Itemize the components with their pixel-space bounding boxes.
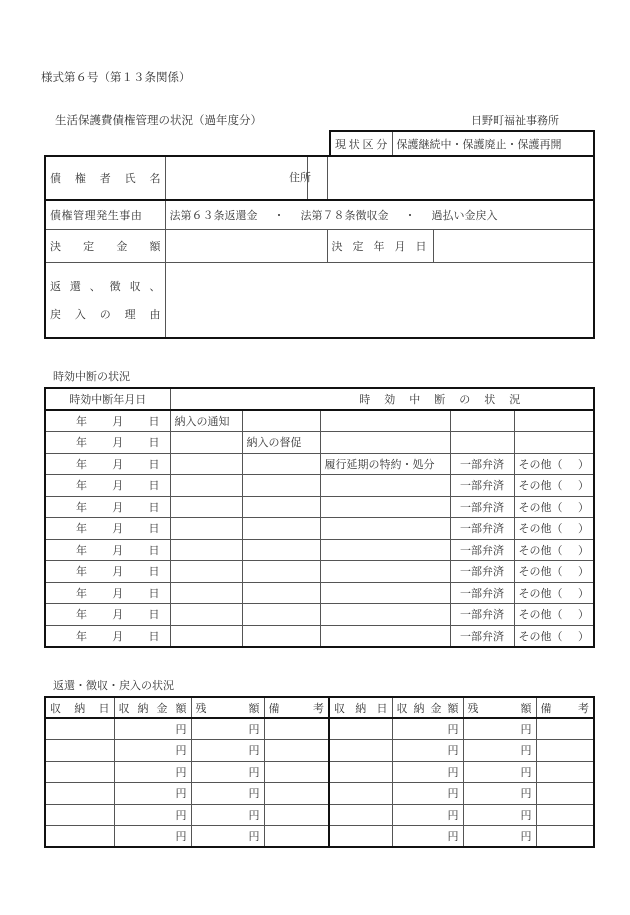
deferral-cell[interactable] (320, 518, 450, 540)
reason-label-line1-char: 、 (149, 279, 161, 293)
balance-cell[interactable] (191, 740, 264, 762)
header-payment-date-char: 日 (376, 701, 388, 715)
interruption-row (45, 625, 594, 647)
payment-date-cell[interactable] (45, 826, 114, 848)
yen-unit: 円 (175, 830, 187, 843)
debtor-name-label-char: 者 (99, 172, 111, 185)
other-label: その他（ (518, 500, 563, 514)
month-label: 月 (112, 457, 124, 471)
other-label: その他（ (518, 565, 563, 579)
yen-unit: 円 (520, 744, 532, 758)
balance-cell[interactable] (191, 826, 264, 848)
interruption-row (45, 582, 594, 604)
notice-cell[interactable] (170, 625, 242, 647)
interruption-date-cell[interactable] (45, 518, 170, 540)
payment-date-cell[interactable] (329, 826, 392, 848)
notice-cell[interactable] (170, 582, 242, 604)
other-cell[interactable] (514, 453, 594, 475)
yen-unit: 円 (447, 808, 459, 822)
reason-field[interactable] (165, 262, 594, 338)
other-cell[interactable] (514, 475, 594, 497)
payment-date-cell[interactable] (45, 761, 114, 783)
year-label: 年 (76, 629, 87, 643)
header-remarks (264, 697, 329, 718)
reason-label-line2-char: の (99, 307, 111, 321)
header-interruption-date: 時効中断年月日 (45, 388, 170, 410)
interruption-row (45, 475, 594, 497)
payment-date-cell[interactable] (45, 740, 114, 762)
header-payment-amount (114, 697, 191, 718)
header-payment-date (329, 697, 392, 718)
reason-label-line2-char: 理 (124, 307, 136, 321)
deferral-cell[interactable] (320, 561, 450, 583)
yen-unit: 円 (447, 830, 459, 843)
yen-unit: 円 (447, 765, 459, 779)
header-status-char: の (459, 393, 471, 406)
balance-cell[interactable] (463, 761, 536, 783)
partial-payment-cell[interactable]: 一部弁済 (450, 496, 514, 518)
interruption-row (45, 432, 594, 454)
office-name: 日野町福祉事務所 (471, 114, 559, 127)
year-label: 年 (76, 522, 87, 536)
interruption-date-cell[interactable] (45, 410, 170, 432)
day-label: 日 (148, 457, 160, 471)
decision-date-label (327, 229, 433, 262)
interruption-row (45, 453, 594, 475)
other-cell[interactable] (514, 604, 594, 626)
interruption-date-cell[interactable] (45, 432, 170, 454)
yen-unit: 円 (248, 830, 260, 843)
repayment-row (45, 783, 594, 805)
partial-payment-cell[interactable]: 一部弁済 (450, 625, 514, 647)
remarks-cell[interactable] (536, 718, 594, 740)
header-remarks-char: 備 (540, 701, 552, 715)
notice-cell[interactable] (170, 539, 242, 561)
reason-label-line2-char: 戻 (50, 307, 61, 321)
decision-date-label-char: 決 (331, 239, 343, 253)
demand-cell[interactable] (242, 410, 320, 432)
address-label: 住所 (289, 171, 311, 184)
reason-label-line1-char: 収 (129, 279, 141, 293)
payment-amount-cell[interactable] (392, 804, 463, 826)
month-label: 月 (112, 608, 124, 622)
yen-unit: 円 (175, 808, 187, 822)
other-close-paren: ） (578, 522, 589, 536)
cause-options[interactable] (165, 200, 594, 229)
decision-date-field[interactable] (433, 229, 594, 262)
month-label: 月 (112, 500, 124, 514)
month-label: 月 (112, 415, 124, 428)
debtor-name-label-char: 権 (74, 172, 86, 185)
year-label: 年 (76, 565, 87, 579)
payment-date-cell[interactable] (329, 718, 392, 740)
header-remarks-char: 備 (268, 701, 280, 715)
debt-info-table (44, 155, 595, 339)
payment-date-cell[interactable] (329, 804, 392, 826)
yen-unit: 円 (447, 744, 459, 758)
header-balance-char: 残 (195, 701, 207, 715)
month-label: 月 (112, 436, 124, 450)
cause-label: 債権管理発生事由 (45, 200, 165, 229)
other-cell[interactable] (514, 518, 594, 540)
repayment-section-title: 返還・徴収・戻入の状況 (53, 679, 174, 692)
remarks-cell[interactable] (536, 783, 594, 805)
yen-unit: 円 (175, 787, 187, 801)
year-label: 年 (76, 479, 87, 493)
month-label: 月 (112, 543, 124, 557)
day-label: 日 (148, 629, 160, 643)
payment-amount-cell[interactable] (392, 718, 463, 740)
month-label: 月 (112, 586, 124, 600)
debtor-name-label-char: 債 (50, 172, 61, 185)
header-payment-amount (392, 697, 463, 718)
notice-cell[interactable] (170, 518, 242, 540)
interruption-date-cell[interactable] (45, 453, 170, 475)
header-balance-char: 額 (520, 701, 532, 715)
header-payment-date-char: 納 (355, 701, 367, 715)
other-close-paren: ） (578, 479, 589, 493)
interruption-row (45, 539, 594, 561)
amount-label-char: 定 (83, 239, 95, 253)
year-label: 年 (76, 457, 87, 471)
remarks-cell[interactable] (536, 826, 594, 848)
year-label: 年 (76, 415, 87, 428)
header-payment-date (45, 697, 114, 718)
other-label: その他（ (518, 586, 563, 600)
remarks-cell[interactable] (264, 740, 329, 762)
notice-cell[interactable] (170, 453, 242, 475)
partial-payment-cell[interactable]: 一部弁済 (450, 453, 514, 475)
repayment-row (45, 826, 594, 848)
month-label: 月 (112, 565, 124, 579)
yen-unit: 円 (175, 723, 187, 736)
demand-cell[interactable] (242, 453, 320, 475)
header-interruption-status (170, 388, 594, 410)
cause-option[interactable]: 過払い金戻入 (431, 208, 498, 222)
other-label: その他（ (518, 457, 563, 471)
other-close-paren: ） (578, 500, 589, 514)
deferral-cell[interactable] (320, 539, 450, 561)
reason-label (45, 262, 165, 338)
balance-cell[interactable] (191, 804, 264, 826)
other-cell[interactable] (514, 410, 594, 432)
balance-cell[interactable] (463, 740, 536, 762)
debtor-name-field[interactable] (165, 156, 307, 200)
partial-payment-cell[interactable]: 一部弁済 (450, 518, 514, 540)
status-label: 現状区分 (330, 131, 392, 156)
cause-option[interactable]: 法第７８条徴収金 (300, 208, 389, 222)
yen-unit: 円 (248, 744, 260, 758)
other-label: その他（ (518, 608, 563, 622)
yen-unit: 円 (520, 830, 532, 843)
partial-payment-cell[interactable] (450, 432, 514, 454)
header-balance-char: 額 (248, 701, 260, 715)
decision-date-label-char: 定 (352, 239, 364, 253)
deferral-cell[interactable] (320, 582, 450, 604)
yen-unit: 円 (520, 765, 532, 779)
interruption-date-cell[interactable] (45, 582, 170, 604)
day-label: 日 (148, 543, 160, 557)
yen-unit: 円 (248, 723, 260, 736)
year-label: 年 (76, 500, 87, 514)
amount-label-char: 額 (149, 239, 161, 253)
partial-payment-cell[interactable]: 一部弁済 (450, 582, 514, 604)
address-field[interactable] (327, 156, 594, 200)
interruption-date-cell[interactable] (45, 475, 170, 497)
repayment-row (45, 804, 594, 826)
reason-label-line1-char: 、 (89, 279, 101, 293)
yen-unit: 円 (175, 765, 187, 779)
remarks-cell[interactable] (264, 761, 329, 783)
other-cell[interactable] (514, 496, 594, 518)
demand-cell[interactable] (242, 539, 320, 561)
day-label: 日 (148, 565, 160, 579)
month-label: 月 (112, 479, 124, 493)
remarks-cell[interactable] (536, 761, 594, 783)
amount-label-char: 決 (50, 239, 61, 253)
other-close-paren: ） (578, 608, 589, 622)
balance-cell[interactable] (463, 826, 536, 848)
payment-date-cell[interactable] (329, 740, 392, 762)
other-close-paren: ） (578, 565, 589, 579)
year-label: 年 (76, 436, 87, 450)
yen-unit: 円 (248, 808, 260, 822)
interruption-table (44, 387, 595, 648)
reason-label-line1-char: 返 (50, 279, 61, 293)
interruption-row (45, 410, 594, 432)
payment-amount-cell[interactable] (114, 783, 191, 805)
year-label: 年 (76, 608, 87, 622)
day-label: 日 (148, 415, 160, 428)
balance-cell[interactable] (463, 718, 536, 740)
demand-cell[interactable] (242, 582, 320, 604)
other-cell[interactable] (514, 432, 594, 454)
yen-unit: 円 (248, 787, 260, 801)
cause-separator: ・ (273, 208, 285, 222)
decision-date-label-char: 日 (415, 239, 427, 253)
status-table (329, 130, 595, 157)
payment-date-cell[interactable] (45, 783, 114, 805)
payment-date-cell[interactable] (329, 783, 392, 805)
partial-payment-cell[interactable]: 一部弁済 (450, 561, 514, 583)
other-cell[interactable] (514, 582, 594, 604)
payment-date-cell[interactable] (45, 718, 114, 740)
other-cell[interactable] (514, 539, 594, 561)
balance-cell[interactable] (191, 783, 264, 805)
yen-unit: 円 (248, 765, 260, 779)
amount-field[interactable] (165, 229, 327, 262)
yen-unit: 円 (447, 787, 459, 801)
form-number: 様式第６号（第１３条関係） (41, 70, 191, 84)
remarks-cell[interactable] (264, 718, 329, 740)
deferral-cell[interactable] (320, 432, 450, 454)
remarks-cell[interactable] (536, 804, 594, 826)
day-label: 日 (148, 586, 160, 600)
notice-cell[interactable]: 納入の通知 (170, 410, 242, 432)
cause-option[interactable]: 法第６３条返還金 (169, 208, 258, 222)
balance-cell[interactable] (191, 761, 264, 783)
reason-label-line2-char: 由 (149, 307, 161, 321)
remarks-cell[interactable] (536, 740, 594, 762)
demand-cell[interactable]: 納入の督促 (242, 432, 320, 454)
payment-amount-cell[interactable] (114, 804, 191, 826)
interruption-row (45, 561, 594, 583)
day-label: 日 (148, 608, 160, 622)
deferral-cell[interactable] (320, 410, 450, 432)
deferral-cell[interactable] (320, 604, 450, 626)
yen-unit: 円 (520, 787, 532, 801)
deferral-cell[interactable] (320, 496, 450, 518)
header-status-char: 況 (509, 393, 521, 406)
header-payment-date-char: 納 (74, 701, 86, 715)
amount-label (45, 229, 165, 262)
header-payment-amount-char: 額 (175, 701, 187, 715)
day-label: 日 (148, 522, 160, 536)
header-payment-date-char: 収 (50, 701, 61, 715)
demand-cell[interactable] (242, 625, 320, 647)
partial-payment-cell[interactable]: 一部弁済 (450, 475, 514, 497)
header-payment-date-char: 収 (334, 701, 345, 715)
header-payment-amount-char: 納 (137, 701, 149, 715)
header-status-char: 効 (384, 393, 396, 406)
reason-label-line1-char: 還 (69, 279, 81, 293)
header-status-char: 状 (484, 393, 496, 406)
notice-cell[interactable] (170, 496, 242, 518)
balance-cell[interactable] (463, 804, 536, 826)
deferral-cell[interactable] (320, 625, 450, 647)
day-label: 日 (148, 436, 160, 450)
repayment-row (45, 761, 594, 783)
payment-amount-cell[interactable] (392, 826, 463, 848)
header-payment-amount-char: 収 (396, 701, 408, 715)
other-close-paren: ） (578, 586, 589, 600)
repayment-row (45, 718, 594, 740)
reason-label-line2-char: 入 (74, 307, 86, 321)
decision-date-label-char: 年 (373, 239, 385, 253)
payment-amount-cell[interactable] (114, 718, 191, 740)
header-payment-amount-char: 金 (156, 701, 168, 715)
header-balance-char: 残 (467, 701, 479, 715)
other-label: その他（ (518, 479, 563, 493)
year-label: 年 (76, 586, 87, 600)
partial-payment-cell[interactable]: 一部弁済 (450, 604, 514, 626)
decision-date-label-char: 月 (394, 239, 406, 253)
interruption-row (45, 518, 594, 540)
header-balance (191, 697, 264, 718)
interruption-row (45, 496, 594, 518)
document-title: 生活保護費債権管理の状況（過年度分） (55, 113, 262, 127)
other-close-paren: ） (578, 629, 589, 643)
repayment-table (44, 696, 595, 848)
status-options[interactable]: 保護継続中・保護廃止・保護再開 (392, 131, 594, 156)
debtor-name-label (45, 156, 165, 200)
demand-cell[interactable] (242, 496, 320, 518)
header-status-char: 時 (359, 393, 371, 406)
other-close-paren: ） (578, 457, 589, 471)
balance-cell[interactable] (463, 783, 536, 805)
header-payment-amount-char: 額 (447, 701, 459, 715)
debtor-name-label-char: 名 (149, 172, 161, 185)
payment-amount-cell[interactable] (114, 740, 191, 762)
payment-amount-cell[interactable] (114, 826, 191, 848)
demand-cell[interactable] (242, 518, 320, 540)
header-payment-date-char: 日 (98, 701, 110, 715)
yen-unit: 円 (175, 744, 187, 758)
remarks-cell[interactable] (264, 783, 329, 805)
balance-cell[interactable] (191, 718, 264, 740)
header-status-char: 中 (409, 393, 421, 406)
other-close-paren: ） (578, 543, 589, 557)
reason-label-line1-char: 徴 (109, 279, 121, 293)
payment-date-cell[interactable] (329, 761, 392, 783)
repayment-row (45, 740, 594, 762)
month-label: 月 (112, 522, 124, 536)
other-label: その他（ (518, 629, 563, 643)
header-remarks (536, 697, 594, 718)
partial-payment-cell[interactable]: 一部弁済 (450, 539, 514, 561)
day-label: 日 (148, 500, 160, 514)
notice-cell[interactable] (170, 432, 242, 454)
remarks-cell[interactable] (264, 804, 329, 826)
debtor-name-label-char: 氏 (124, 172, 136, 185)
payment-amount-cell[interactable] (114, 761, 191, 783)
amount-label-char: 金 (116, 239, 128, 253)
day-label: 日 (148, 479, 160, 493)
payment-amount-cell[interactable] (392, 761, 463, 783)
partial-payment-cell[interactable] (450, 410, 514, 432)
interruption-section-title: 時効中断の状況 (53, 370, 130, 383)
header-payment-amount-char: 収 (118, 701, 130, 715)
month-label: 月 (112, 629, 124, 643)
notice-cell[interactable] (170, 604, 242, 626)
other-cell[interactable] (514, 625, 594, 647)
header-payment-amount-char: 納 (413, 701, 425, 715)
header-balance (463, 697, 536, 718)
payment-amount-cell[interactable] (392, 783, 463, 805)
interruption-row (45, 604, 594, 626)
payment-date-cell[interactable] (45, 804, 114, 826)
notice-cell[interactable] (170, 475, 242, 497)
notice-cell[interactable] (170, 561, 242, 583)
other-cell[interactable] (514, 561, 594, 583)
yen-unit: 円 (520, 723, 532, 736)
other-label: その他（ (518, 522, 563, 536)
yen-unit: 円 (520, 808, 532, 822)
deferral-cell[interactable] (320, 475, 450, 497)
payment-amount-cell[interactable] (392, 740, 463, 762)
remarks-cell[interactable] (264, 826, 329, 848)
yen-unit: 円 (447, 723, 459, 736)
header-remarks-char: 考 (313, 701, 324, 715)
year-label: 年 (76, 543, 87, 557)
header-remarks-char: 考 (578, 701, 589, 715)
demand-cell[interactable] (242, 475, 320, 497)
other-label: その他（ (518, 543, 563, 557)
interruption-date-cell[interactable] (45, 625, 170, 647)
interruption-date-cell[interactable] (45, 539, 170, 561)
deferral-cell[interactable]: 履行延期の特約・処分 (320, 453, 450, 475)
demand-cell[interactable] (242, 604, 320, 626)
cause-separator: ・ (404, 208, 416, 222)
interruption-date-cell[interactable] (45, 496, 170, 518)
interruption-date-cell[interactable] (45, 604, 170, 626)
demand-cell[interactable] (242, 561, 320, 583)
header-payment-amount-char: 金 (430, 701, 442, 715)
interruption-date-cell[interactable] (45, 561, 170, 583)
header-status-char: 断 (434, 393, 446, 406)
